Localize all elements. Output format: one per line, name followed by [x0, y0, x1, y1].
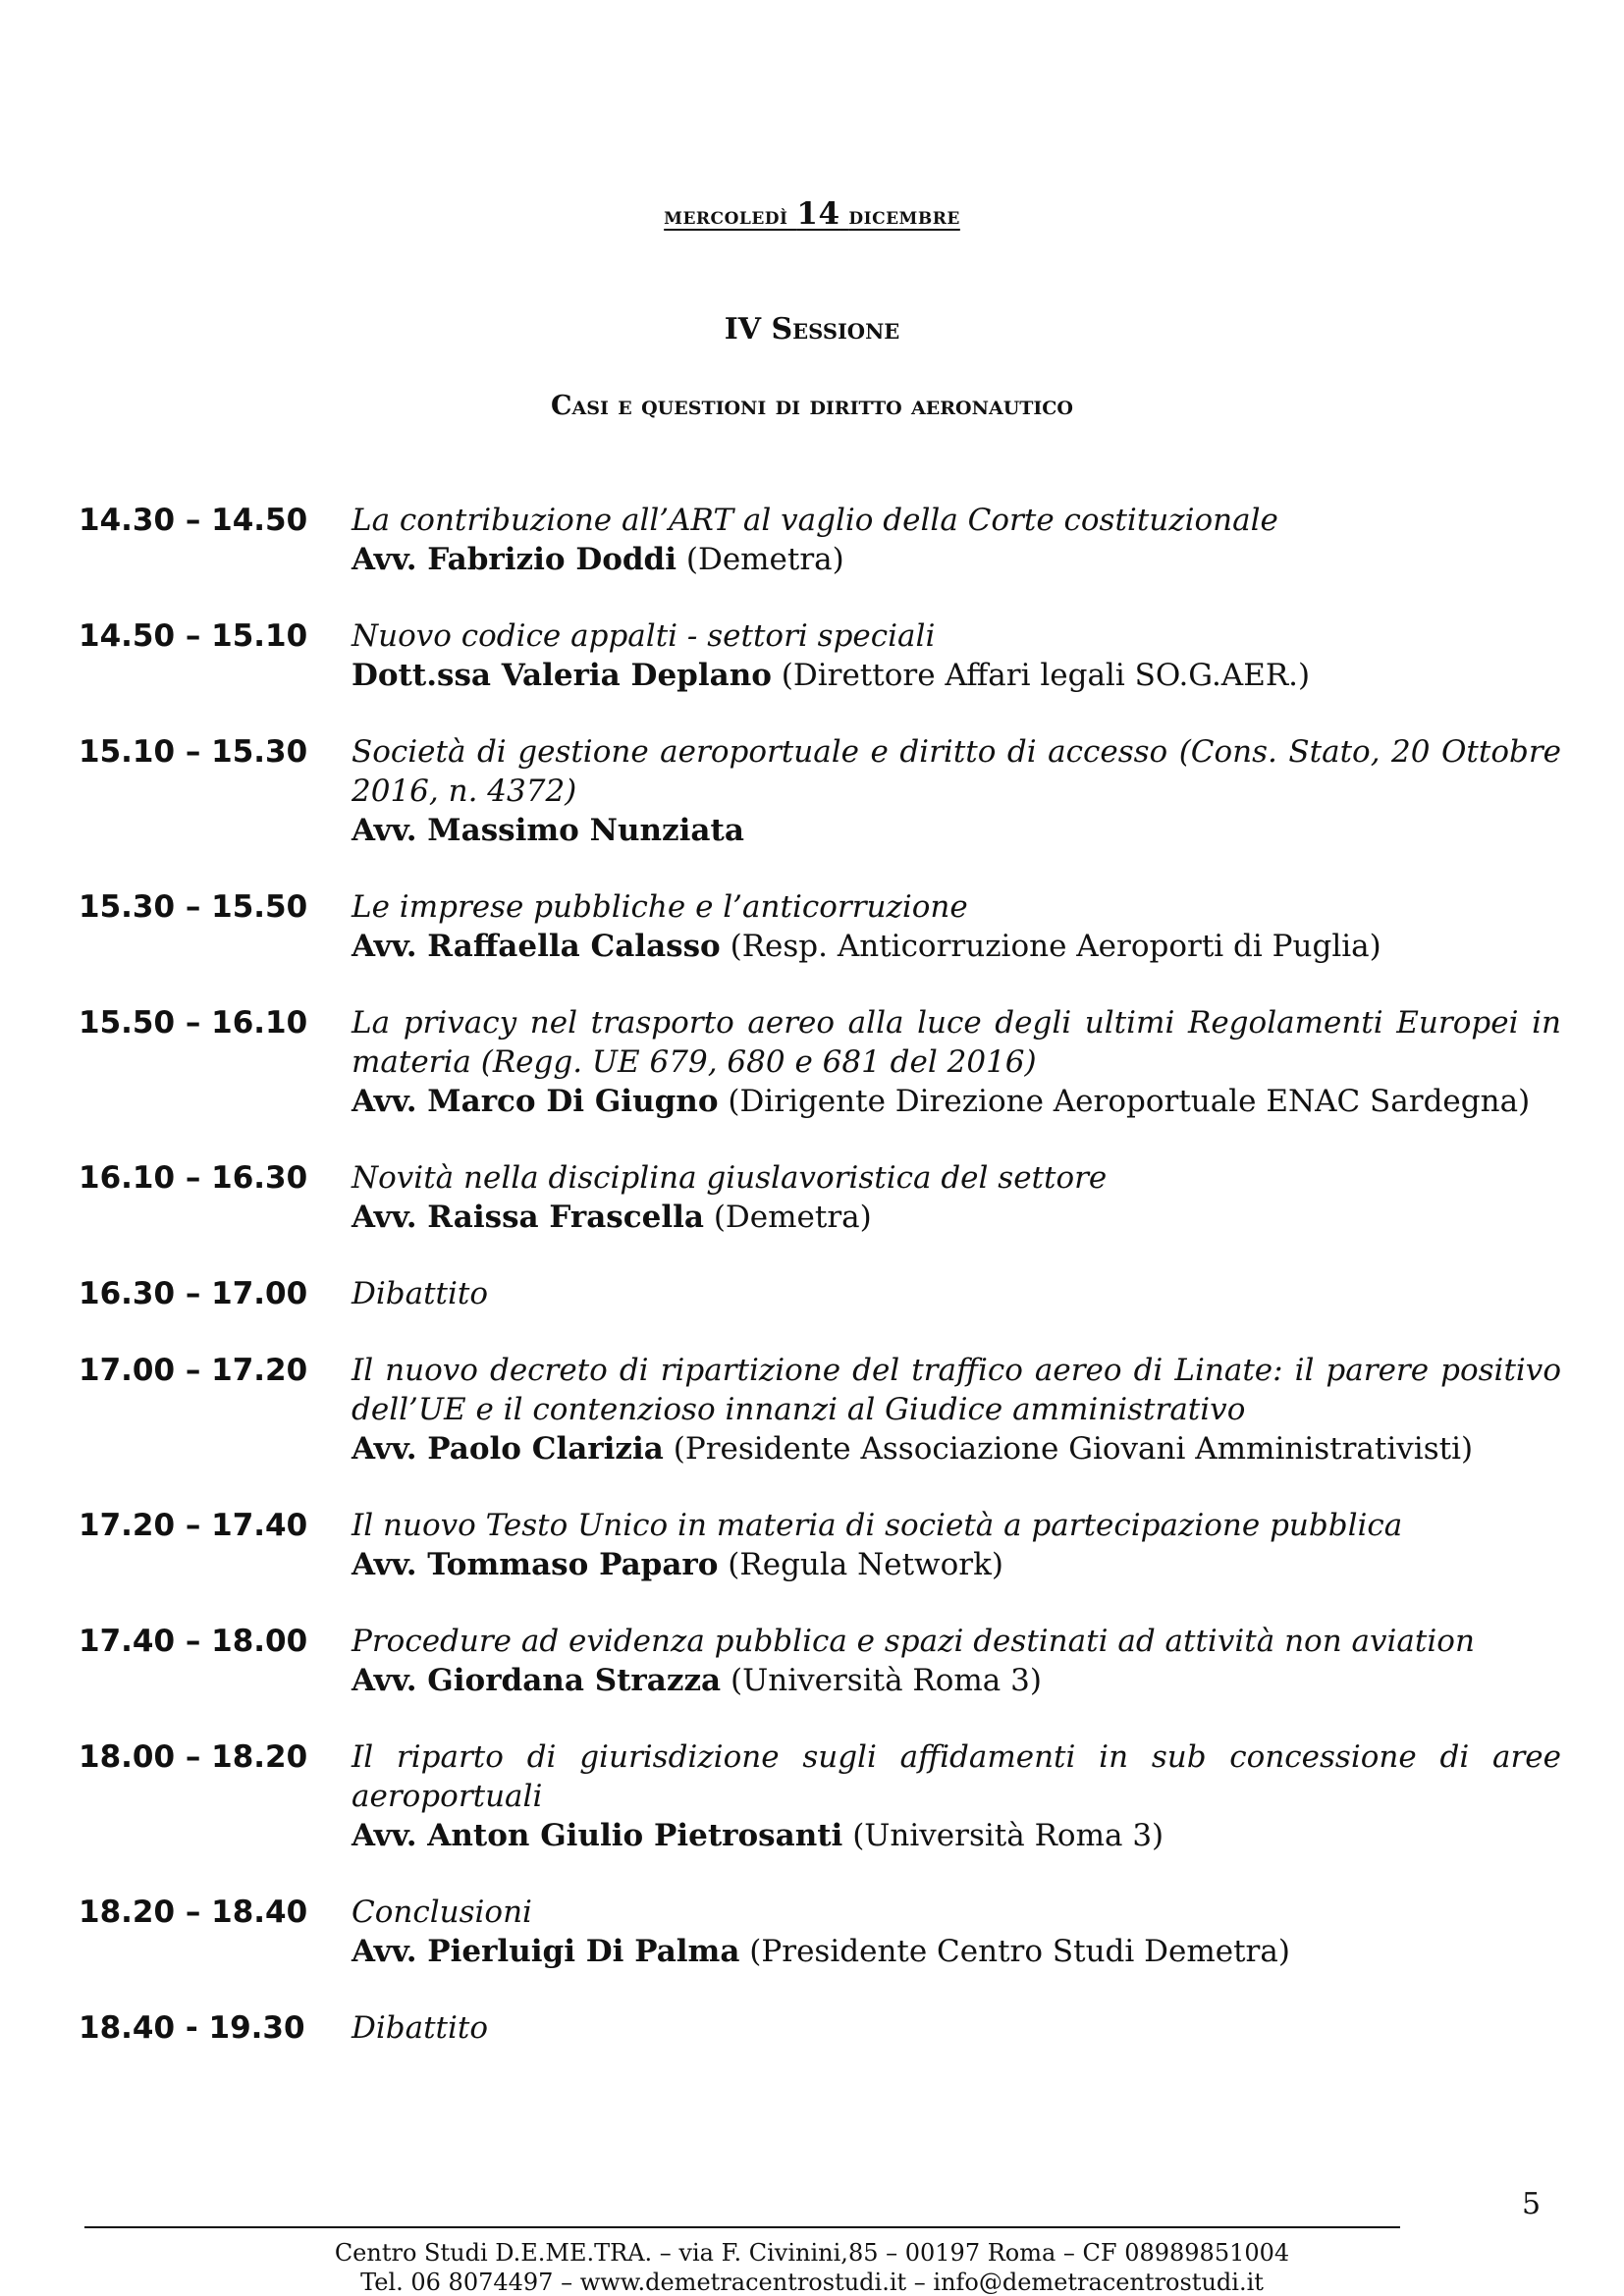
schedule-row	[79, 1003, 1561, 1121]
schedule-content	[352, 1158, 1561, 1237]
speaker-line	[352, 656, 1561, 695]
schedule-time: 18.00 – 18.20	[79, 1739, 308, 1775]
schedule-row	[79, 887, 1561, 966]
speaker-affiliation: (Università Roma 3)	[842, 1818, 1164, 1853]
speaker-line	[352, 927, 1561, 966]
talk-title: Dibattito	[352, 1276, 489, 1311]
schedule-time: 18.20 – 18.40	[79, 1895, 308, 1930]
speaker-affiliation: (Demetra)	[703, 1200, 872, 1235]
schedule-time: 17.20 – 17.40	[79, 1508, 308, 1543]
schedule-time: 17.40 – 18.00	[79, 1624, 308, 1659]
speaker-line	[352, 1429, 1561, 1468]
talk-title: Il nuovo decreto di ripartizione del traffico aereo di Linate: il parere positivo dell’UE e il contenzioso innanzi al Giudice amministrativo	[352, 1353, 1561, 1427]
speaker-line	[352, 540, 1561, 579]
speaker-affiliation: (Dirigente Direzione Aeroportuale ENAC Sardegna)	[718, 1084, 1531, 1119]
speaker-line	[352, 1545, 1561, 1584]
schedule-row	[79, 732, 1561, 850]
speaker-line	[352, 1082, 1561, 1121]
schedule-row	[79, 501, 1561, 579]
schedule-time: 15.30 – 15.50	[79, 889, 308, 925]
schedule-time: 14.50 – 15.10	[79, 618, 308, 654]
schedule-time: 17.00 – 17.20	[79, 1353, 308, 1388]
schedule-time: 14.30 – 14.50	[79, 503, 308, 538]
schedule-row	[79, 1158, 1561, 1237]
schedule-row	[79, 1274, 1561, 1313]
speaker-name: Avv. Tommaso Paparo	[352, 1547, 719, 1582]
speaker-line	[352, 811, 1561, 850]
speaker-name: Avv. Raffaella Calasso	[352, 929, 721, 964]
speaker-affiliation: (Presidente Centro Studi Demetra)	[739, 1934, 1290, 1969]
session-heading: IV Sessione	[724, 312, 900, 347]
speaker-name: Avv. Fabrizio Doddi	[352, 542, 677, 577]
speaker-name: Dott.ssa Valeria Deplano	[352, 658, 772, 693]
page-number: 5	[1522, 2187, 1542, 2221]
talk-title: Procedure ad evidenza pubblica e spazi destinati ad attività non aviation	[352, 1624, 1475, 1659]
schedule-time: 15.10 – 15.30	[79, 734, 308, 770]
speaker-name: Avv. Anton Giulio Pietrosanti	[352, 1818, 843, 1853]
speaker-name: Avv. Giordana Strazza	[352, 1663, 722, 1698]
schedule-content	[352, 732, 1561, 850]
talk-title: Dibattito	[352, 2010, 489, 2046]
schedule-row	[79, 1351, 1561, 1468]
speaker-line	[352, 1816, 1561, 1855]
schedule-list	[79, 501, 1561, 2085]
schedule-content	[352, 1737, 1561, 1855]
speaker-line	[352, 1661, 1561, 1700]
speaker-name: Avv. Marco Di Giugno	[352, 1084, 719, 1119]
schedule-content	[352, 1003, 1561, 1121]
day-number: 14	[796, 196, 840, 232]
schedule-time: 16.30 – 17.00	[79, 1276, 308, 1311]
schedule-row	[79, 2008, 1561, 2048]
schedule-content	[352, 501, 1561, 579]
schedule-content	[352, 1351, 1561, 1468]
schedule-row	[79, 1737, 1561, 1855]
day-prefix: mercoledì	[664, 201, 788, 230]
footer-contacts: Tel. 06 8074497 – www.demetracentrostudi.it – info@demetracentrostudi.it	[360, 2269, 1264, 2296]
speaker-affiliation: (Università Roma 3)	[721, 1663, 1042, 1698]
talk-title: Le imprese pubbliche e l’anticorruzione	[352, 889, 968, 925]
schedule-row	[79, 616, 1561, 695]
footer-address: Centro Studi D.E.ME.TRA. – via F. Civinini,85 – 00197 Roma – CF 08989851004	[334, 2239, 1290, 2267]
speaker-name: Avv. Paolo Clarizia	[352, 1431, 664, 1467]
talk-title: La contribuzione all’ART al vaglio della Corte costituzionale	[352, 503, 1278, 538]
talk-title: Novità nella disciplina giuslavoristica del settore	[352, 1160, 1108, 1196]
talk-title: Società di gestione aeroportuale e diritto di accesso (Cons. Stato, 20 Ottobre 2016, n. 4372)	[352, 734, 1561, 809]
schedule-content	[352, 1893, 1561, 1971]
speaker-affiliation: (Direttore Affari legali SO.G.AER.)	[771, 658, 1311, 693]
day-heading	[0, 196, 1624, 232]
schedule-content	[352, 887, 1561, 966]
schedule-time: 18.40 - 19.30	[79, 2010, 305, 2046]
talk-title: Nuovo codice appalti - settori speciali	[352, 618, 936, 654]
session-subtitle: Casi e questioni di diritto aeronautico	[551, 391, 1073, 421]
schedule-content	[352, 1506, 1561, 1584]
schedule-row	[79, 1622, 1561, 1700]
speaker-affiliation: (Demetra)	[677, 542, 844, 577]
schedule-content	[352, 616, 1561, 695]
talk-title: Il riparto di giurisdizione sugli affidamenti in sub concessione di aree aeroportuali	[352, 1739, 1561, 1814]
schedule-content	[352, 2008, 1561, 2048]
speaker-line	[352, 1198, 1561, 1237]
speaker-line	[352, 1932, 1561, 1971]
speaker-affiliation: (Resp. Anticorruzione Aeroporti di Puglia)	[720, 929, 1381, 964]
day-suffix: dicembre	[848, 201, 960, 230]
speaker-name: Avv. Pierluigi Di Palma	[352, 1934, 740, 1969]
schedule-time: 16.10 – 16.30	[79, 1160, 308, 1196]
schedule-content	[352, 1622, 1561, 1700]
speaker-name: Avv. Raissa Frascella	[352, 1200, 704, 1235]
talk-title: Conclusioni	[352, 1895, 532, 1930]
schedule-content	[352, 1274, 1561, 1313]
footer-divider	[84, 2226, 1400, 2228]
talk-title: La privacy nel trasporto aereo alla luce degli ultimi Regolamenti Europei in materia (Regg. UE 679, 680 e 681 del 2016)	[352, 1005, 1561, 1080]
schedule-time: 15.50 – 16.10	[79, 1005, 308, 1041]
schedule-row	[79, 1506, 1561, 1584]
speaker-affiliation: (Presidente Associazione Giovani Amministrativisti)	[663, 1431, 1474, 1467]
schedule-row	[79, 1893, 1561, 1971]
speaker-name: Avv. Massimo Nunziata	[352, 813, 744, 848]
speaker-affiliation: (Regula Network)	[718, 1547, 1003, 1582]
talk-title: Il nuovo Testo Unico in materia di società a partecipazione pubblica	[352, 1508, 1403, 1543]
